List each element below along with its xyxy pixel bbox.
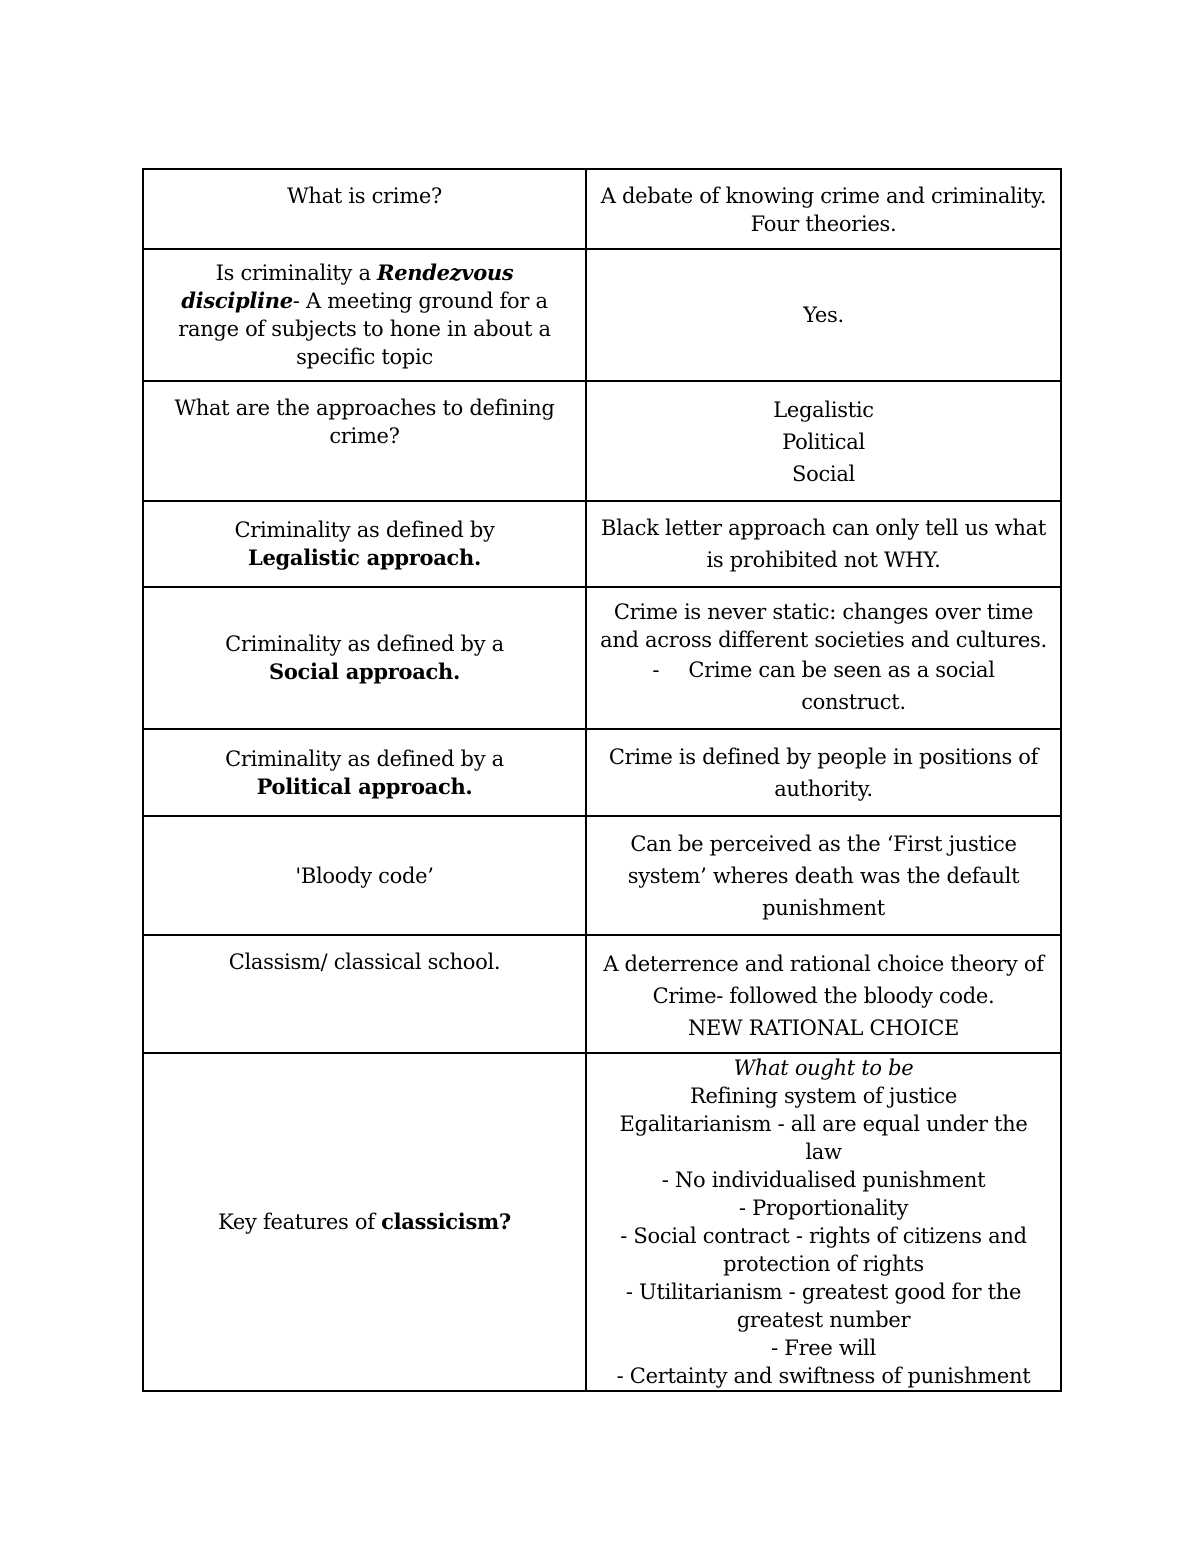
table-row: [143, 587, 1061, 729]
answer-line: - Social contract - rights of citizens and: [620, 1224, 1027, 1248]
table-row: [143, 169, 1061, 249]
question-text: 'Bloody code’: [295, 863, 434, 888]
answer-italic-heading: What ought to be: [733, 1056, 914, 1080]
table-row: [143, 1053, 1061, 1391]
question-text: Classism/ classical school.: [228, 950, 501, 974]
question-text: Criminality as defined by a: [225, 632, 504, 656]
answer-line: - Utilitarianism - greatest good for the: [625, 1280, 1022, 1304]
answer-line: Crime- followed the bloody code.: [652, 984, 995, 1008]
answer-text: Crime is defined by people in positions of authority.: [608, 744, 1039, 801]
answer-cell: [586, 381, 1061, 501]
answer-text: Crime is never static: changes over time and across different societies and cultures.: [600, 600, 1047, 652]
answer-line: punishment: [762, 895, 885, 920]
answer-cell: [586, 169, 1061, 249]
answer-line: Can be perceived as the ‘First justice: [630, 831, 1017, 856]
question-text: Criminality as defined by a: [225, 746, 504, 771]
answer-cell: [586, 1053, 1061, 1391]
question-prefix: Key features of: [218, 1210, 382, 1234]
answer-line: A debate of knowing crime and criminality.: [600, 184, 1047, 208]
answer-line: A deterrence and rational choice theory of: [603, 952, 1044, 976]
answer-line: Legalistic: [773, 398, 874, 422]
answer-line: system’ wheres death was the default: [627, 863, 1020, 888]
question-bold: classicism?: [381, 1209, 511, 1234]
question-cell: [143, 816, 586, 935]
question-bold: Legalistic approach.: [248, 545, 481, 570]
table-row: [143, 501, 1061, 587]
dash-bullet: -: [652, 658, 660, 682]
answer-line: NEW RATIONAL CHOICE: [687, 1016, 960, 1040]
table-row: [143, 249, 1061, 381]
question-cell: [143, 249, 586, 381]
answer-line: Egalitarianism - all are equal under the law: [619, 1112, 1028, 1164]
question-emphasis: Rendezvous discipline: [181, 260, 514, 313]
question-text: What are the approaches to defining crime?: [174, 396, 555, 448]
answer-line: Refining system of justice: [690, 1084, 957, 1108]
answer-line: - Proportionality: [738, 1196, 909, 1220]
table-row: [143, 729, 1061, 816]
answer-line: Political: [782, 430, 865, 454]
answer-cell: [586, 729, 1061, 816]
question-prefix: Is criminality a: [215, 261, 378, 285]
table-row: [143, 381, 1061, 501]
question-bold: Political approach.: [256, 773, 473, 799]
answer-bullet-continuation: construct.: [801, 690, 906, 714]
question-cell: [143, 935, 586, 1053]
question-text: What is crime?: [287, 184, 442, 208]
question-cell: [143, 1053, 586, 1391]
answer-cell: [586, 249, 1061, 381]
answer-line: - Free will: [771, 1336, 876, 1360]
answer-text: Yes.: [803, 303, 844, 327]
answer-line: greatest number: [736, 1308, 911, 1332]
table-row: [143, 816, 1061, 935]
question-bold: Social approach.: [268, 659, 461, 684]
answer-cell: [586, 816, 1061, 935]
question-text: Criminality as defined by: [234, 518, 495, 542]
answer-bullet: [599, 654, 1048, 686]
answer-line: Social: [792, 462, 855, 486]
question-cell: [143, 587, 586, 729]
flashcard-table: [142, 168, 1062, 1392]
answer-cell: [586, 501, 1061, 587]
answer-cell: [586, 587, 1061, 729]
question-cell: [143, 381, 586, 501]
question-cell: [143, 501, 586, 587]
answer-line: Four theories.: [750, 212, 897, 236]
question-cell: [143, 729, 586, 816]
table-row: [143, 935, 1061, 1053]
answer-cell: [586, 935, 1061, 1053]
answer-bullet-text: Crime can be seen as a social: [688, 658, 995, 682]
question-cell: [143, 169, 586, 249]
answer-line: - No individualised punishment: [661, 1168, 986, 1192]
answer-line: protection of rights: [723, 1252, 924, 1276]
answer-text: Black letter approach can only tell us what is prohibited not WHY.: [601, 516, 1046, 572]
question-suffix: - A meeting ground for a range of subjects to hone in about a specific topic: [178, 289, 551, 369]
answer-line: - Certainty and swiftness of punishment: [616, 1364, 1031, 1388]
